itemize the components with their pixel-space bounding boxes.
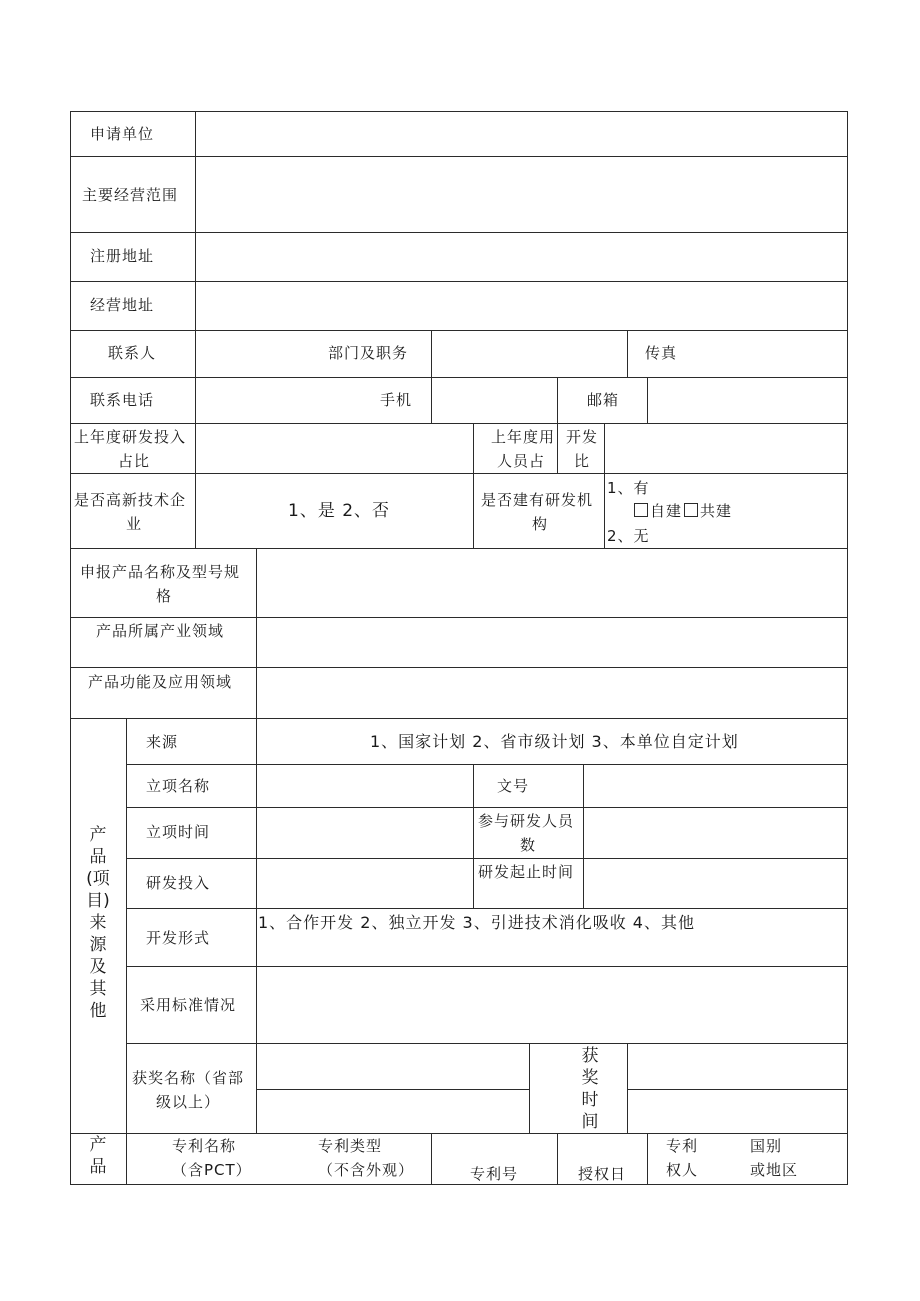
- col-divider: [431, 1133, 432, 1185]
- col-divider: [557, 1133, 558, 1185]
- row-divider: [70, 473, 848, 474]
- row-divider: [70, 377, 848, 378]
- label-staff-ratio-end: 比: [574, 452, 591, 470]
- label-business-scope: 主要经营范围: [82, 186, 179, 204]
- label-patent-no: 专利号: [470, 1165, 519, 1183]
- label-staff-count: 参与研发人员: [478, 812, 575, 830]
- joint-built-label: 共建: [700, 502, 733, 520]
- label-rd-org-cont: 构: [532, 515, 549, 533]
- label-registered-address: 注册地址: [90, 247, 155, 265]
- row-divider: [70, 667, 848, 668]
- label-country-cont: 或地区: [750, 1161, 799, 1179]
- self-built-checkbox[interactable]: [634, 503, 648, 517]
- side-label-project-source: 产品(项目)来源及其他: [86, 825, 110, 1021]
- table-border-top: [70, 111, 848, 112]
- label-contact-person: 联系人: [108, 344, 157, 362]
- label-patentee: 专利: [666, 1137, 699, 1155]
- label-industry-field: 产品所属产业领域: [96, 622, 225, 640]
- label-standards: 采用标准情况: [140, 996, 237, 1014]
- label-email: 邮箱: [587, 391, 620, 409]
- label-award-time: 获奖时间: [581, 1046, 599, 1132]
- label-staff-ratio: 上年度用: [491, 428, 556, 446]
- col-divider: [647, 377, 648, 424]
- dev-form-options: 1、合作开发 2、独立开发 3、引进技术消化吸收 4、其他: [258, 913, 695, 932]
- row-divider: [126, 908, 848, 909]
- label-patent-name: 专利名称: [172, 1137, 237, 1155]
- label-doc-no: 文号: [497, 777, 530, 795]
- label-contact-phone: 联系电话: [90, 391, 155, 409]
- label-country: 国别: [750, 1137, 783, 1155]
- label-rd-ratio-cont: 占比: [118, 452, 151, 470]
- col-divider: [557, 377, 558, 424]
- label-patent-name-cont: （含PCT）: [172, 1161, 252, 1179]
- col-divider: [557, 423, 558, 474]
- rd-org-option-no: 2、无: [607, 527, 650, 545]
- label-staff-ratio-cont: 人员占: [497, 452, 546, 470]
- source-options: 1、国家计划 2、省市级计划 3、本单位自定计划: [370, 732, 739, 751]
- col-divider: [529, 1043, 530, 1134]
- label-function-field: 产品功能及应用领域: [88, 673, 233, 691]
- label-project-time: 立项时间: [146, 823, 211, 841]
- col-divider: [256, 548, 257, 1134]
- label-rd-org: 是否建有研发机: [481, 491, 594, 509]
- hightech-options: 1、是 2、否: [288, 501, 391, 521]
- row-divider: [70, 548, 848, 549]
- row-divider: [126, 764, 848, 765]
- label-rd-period: 研发起止时间: [478, 863, 575, 881]
- row-divider: [70, 232, 848, 233]
- row-divider: [627, 1089, 848, 1090]
- label-product-name-cont: 格: [156, 587, 173, 605]
- label-patentee-cont: 权人: [666, 1161, 699, 1179]
- row-divider: [126, 966, 848, 967]
- row-divider: [70, 617, 848, 618]
- col-divider: [583, 764, 584, 909]
- label-patent-type: 专利类型: [318, 1137, 383, 1155]
- label-dev-form: 开发形式: [146, 929, 211, 947]
- label-mobile: 手机: [380, 391, 413, 409]
- row-divider: [70, 281, 848, 282]
- col-divider: [627, 1043, 628, 1134]
- label-hightech: 是否高新技术企: [74, 491, 187, 509]
- label-source: 来源: [146, 733, 179, 751]
- row-divider: [126, 1043, 848, 1044]
- label-patent-type-cont: （不含外观）: [318, 1161, 415, 1179]
- label-award: 获奖名称（省部: [132, 1069, 245, 1087]
- row-divider: [70, 423, 848, 424]
- row-divider: [70, 330, 848, 331]
- col-divider: [126, 718, 127, 1185]
- row-divider: [256, 1089, 529, 1090]
- label-fax: 传真: [645, 344, 678, 362]
- label-staff-ratio-dev: 开发: [566, 428, 599, 446]
- row-divider: [126, 807, 848, 808]
- col-divider: [473, 423, 474, 549]
- col-divider: [195, 111, 196, 549]
- col-divider: [627, 330, 628, 378]
- label-staff-count-cont: 数: [520, 836, 537, 854]
- label-business-address: 经营地址: [90, 296, 155, 314]
- self-built-label: 自建: [650, 502, 683, 520]
- row-divider: [70, 156, 848, 157]
- row-divider: [70, 718, 848, 719]
- label-award-cont: 级以上）: [156, 1093, 221, 1111]
- col-divider: [431, 330, 432, 424]
- label-rd-ratio: 上年度研发投入: [74, 428, 187, 446]
- label-product-name: 申报产品名称及型号规: [80, 563, 241, 581]
- side-label-product: 产品: [89, 1135, 107, 1177]
- label-applicant: 申请单位: [90, 125, 155, 143]
- col-divider: [604, 423, 605, 549]
- table-border-left: [70, 111, 71, 1185]
- joint-built-checkbox[interactable]: [684, 503, 698, 517]
- label-department-position: 部门及职务: [328, 344, 409, 362]
- label-rd-investment: 研发投入: [146, 874, 211, 892]
- rd-org-suboptions: [634, 499, 732, 523]
- col-divider: [473, 764, 474, 909]
- table-border-bottom: [70, 1184, 848, 1185]
- label-hightech-cont: 业: [126, 515, 143, 533]
- label-project-name: 立项名称: [146, 777, 211, 795]
- label-grant-date: 授权日: [578, 1165, 627, 1183]
- rd-org-option-yes: 1、有: [607, 479, 650, 497]
- col-divider: [647, 1133, 648, 1185]
- row-divider: [126, 858, 848, 859]
- table-border-right: [847, 111, 848, 1185]
